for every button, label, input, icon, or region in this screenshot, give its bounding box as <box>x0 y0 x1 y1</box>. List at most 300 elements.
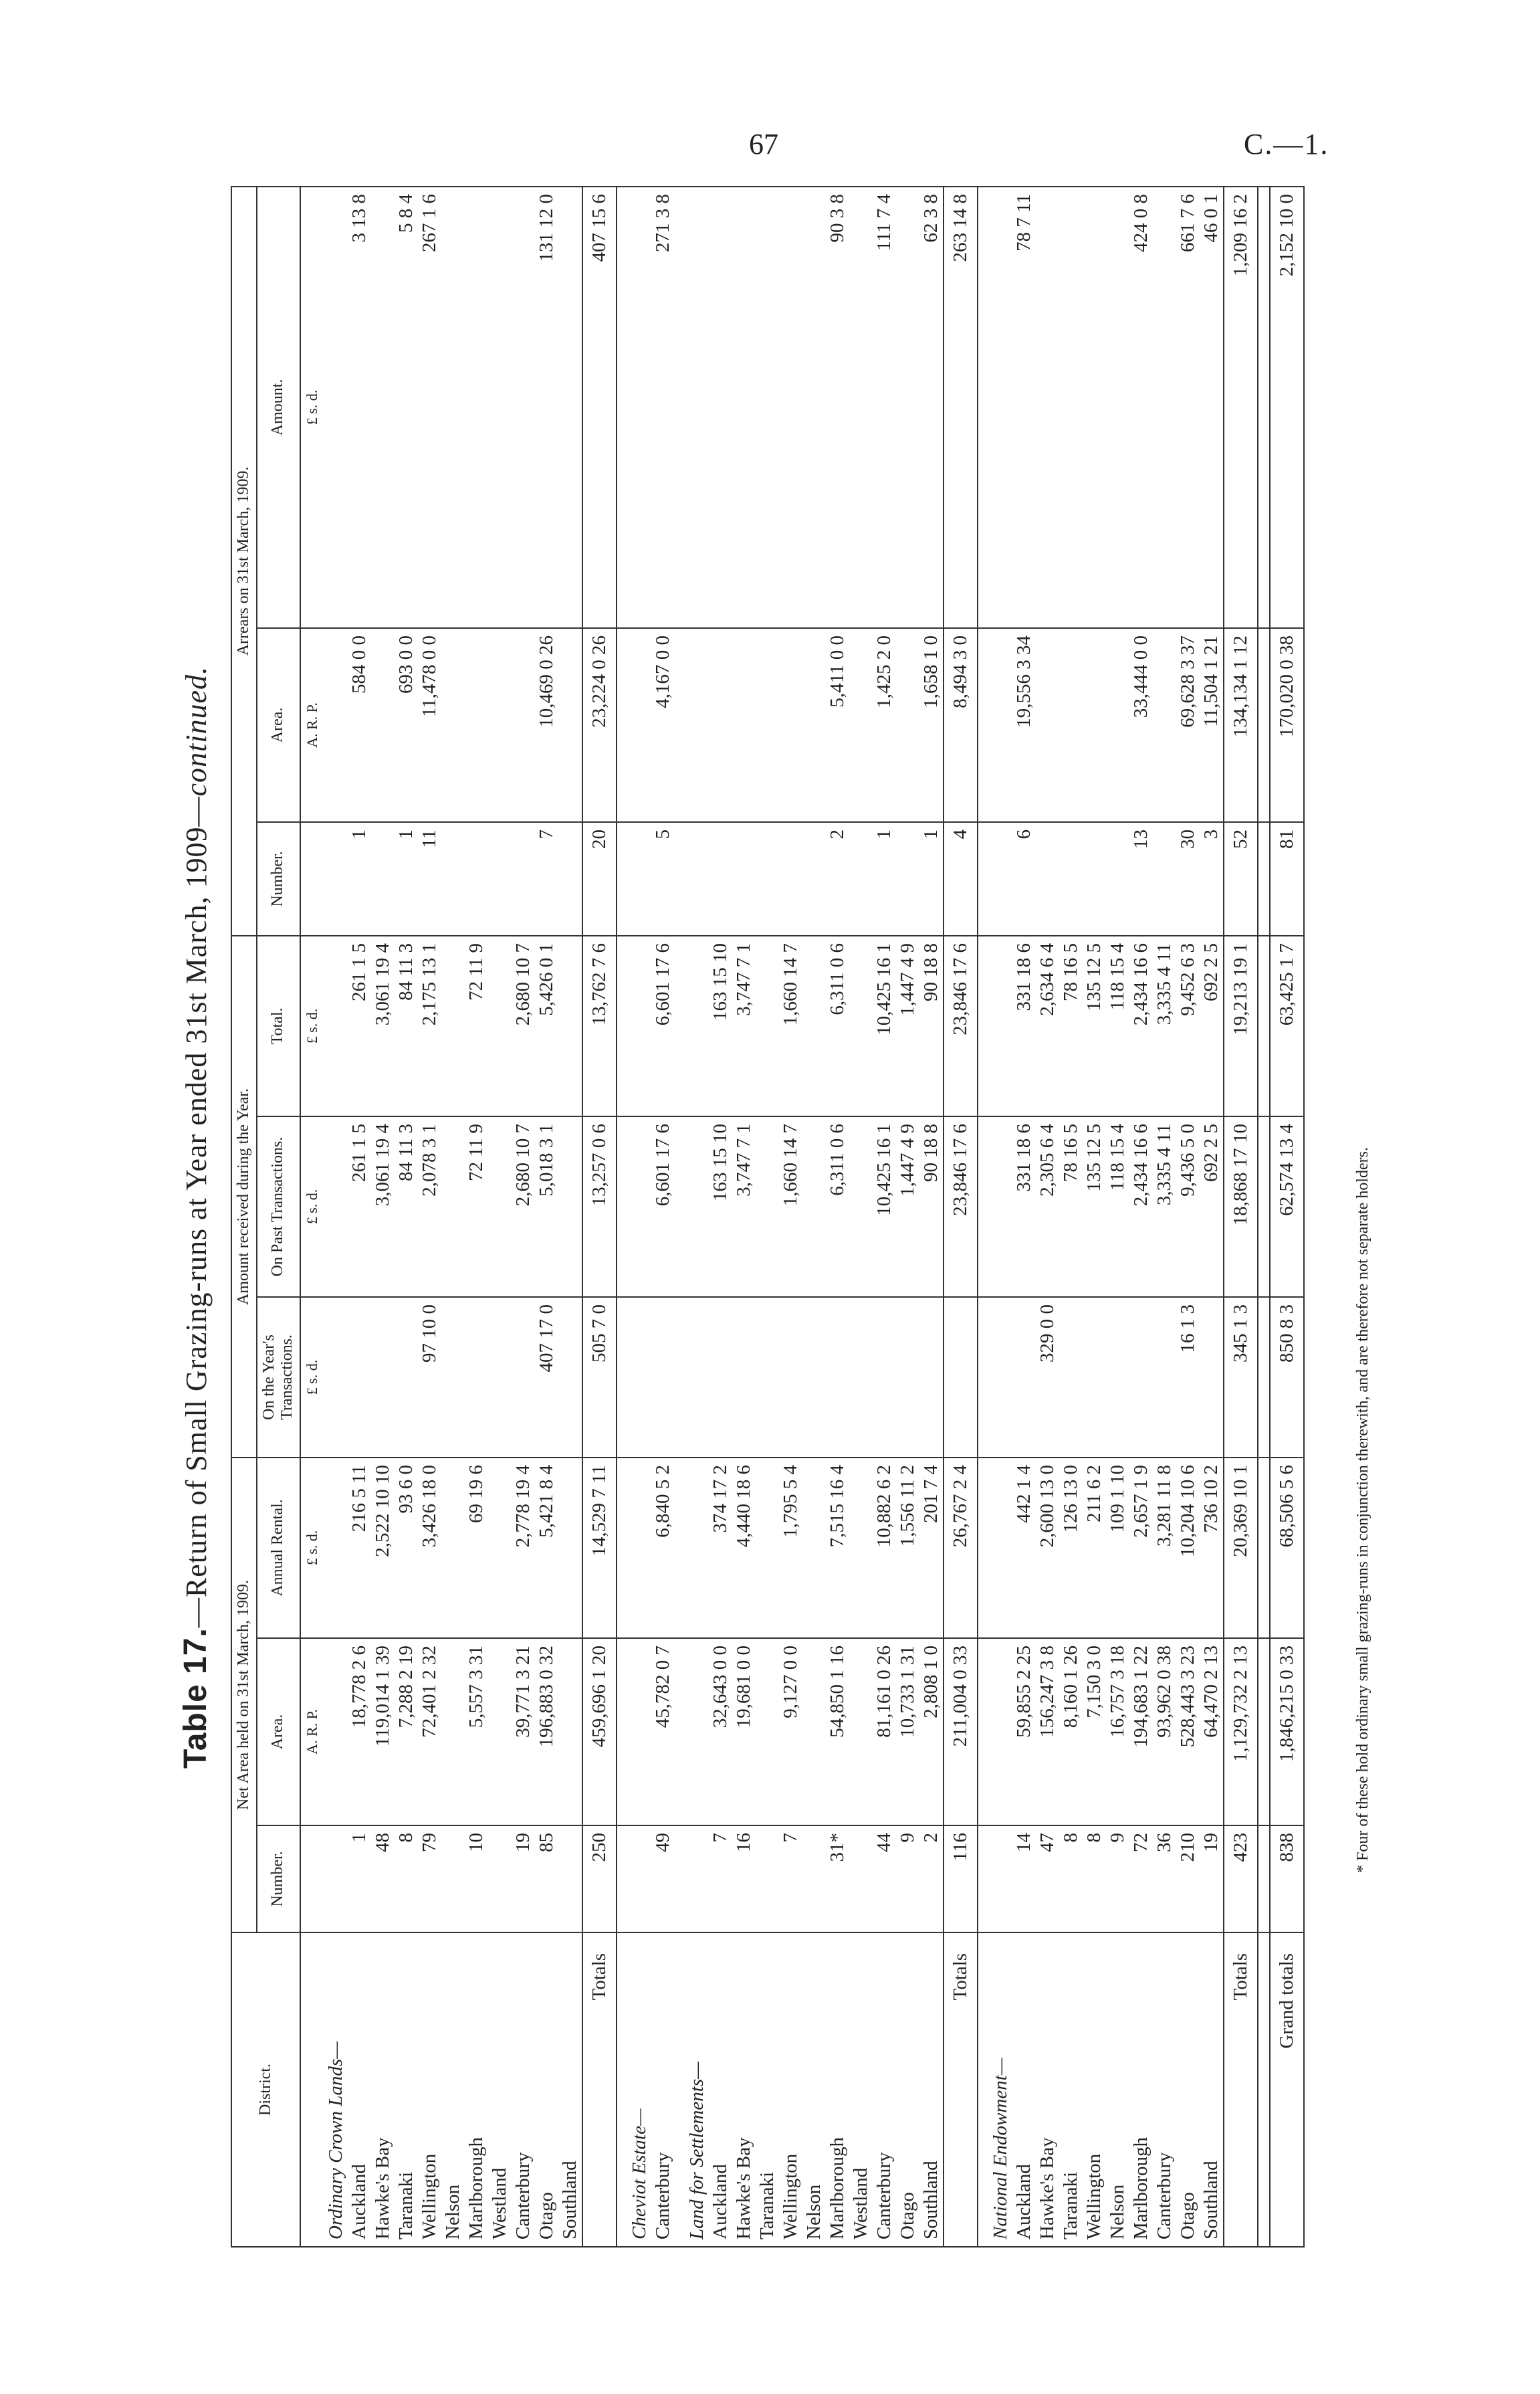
arrears-number-cell <box>1059 822 1083 936</box>
arrears-area-cell <box>1059 628 1083 822</box>
arrears-area-cell: 69,628 3 37 <box>1176 628 1200 822</box>
arrears-amount-cell: 3 13 8 <box>348 187 371 628</box>
number-cell: 1 <box>348 1825 371 1932</box>
arrears-number-header: Number. <box>257 822 300 936</box>
spacer-row <box>617 187 628 2247</box>
annual-rental-cell <box>488 1458 512 1638</box>
arrears-amount-cell <box>732 187 756 628</box>
number-cell: 48 <box>371 1825 395 1932</box>
past-transactions-cell: 23,846 17 6 <box>944 1116 978 1297</box>
arrears-amount-cell <box>1106 187 1129 628</box>
past-transactions-cell: 9,436 5 0 <box>1176 1116 1200 1297</box>
area-header: Area. <box>257 1638 300 1825</box>
total-cell: 9,452 6 3 <box>1176 936 1200 1116</box>
arrears-amount-cell <box>1036 187 1059 628</box>
arrears-amount-cell <box>802 187 826 628</box>
area-cell: 156,247 3 8 <box>1036 1638 1059 1825</box>
arrears-amount-cell: 424 0 8 <box>1129 187 1153 628</box>
total-cell: 692 2 5 <box>1200 936 1224 1116</box>
net-area-group-header: Net Area held on 31st March, 1909. <box>231 1458 257 1932</box>
section-heading: National Endowment— <box>989 1932 1012 2247</box>
table-row <box>1153 187 1176 2247</box>
arrears-amount-cell: 407 15 6 <box>582 187 617 628</box>
annual-rental-cell: 14,529 7 11 <box>582 1458 617 1638</box>
area-cell: 45,782 0 7 <box>651 1638 675 1825</box>
area-cell: 459,696 1 20 <box>582 1638 617 1825</box>
past-transactions-cell: 18,868 17 10 <box>1224 1116 1258 1297</box>
arrears-area-cell: 1,658 1 0 <box>919 628 944 822</box>
past-units: £ s. d. <box>300 1116 324 1297</box>
years-transactions-cell <box>1153 1297 1176 1458</box>
arrears-number-cell: 13 <box>1129 822 1153 936</box>
arrears-area-cell <box>732 628 756 822</box>
area-cell: 19,681 0 0 <box>732 1638 756 1825</box>
total-cell: 2,680 10 7 <box>512 936 535 1116</box>
past-transactions-cell: 261 1 5 <box>348 1116 371 1297</box>
arrears-number-cell <box>849 822 873 936</box>
past-transactions-header: On Past Transactions. <box>257 1116 300 1297</box>
table-row <box>709 187 732 2247</box>
annual-rental-cell: 68,506 5 6 <box>1270 1458 1304 1638</box>
total-cell: 63,425 1 7 <box>1270 936 1304 1116</box>
spacer-row <box>978 187 989 2247</box>
table-row <box>418 187 441 2247</box>
table-row <box>441 187 465 2247</box>
district-cell: Wellington <box>1083 1932 1106 2247</box>
number-cell: 2 <box>919 1825 944 1932</box>
past-transactions-cell: 2,680 10 7 <box>512 1116 535 1297</box>
years-units: £ s. d. <box>300 1297 324 1458</box>
table-row <box>558 187 582 2247</box>
arrears-number-cell <box>465 822 488 936</box>
past-transactions-cell <box>558 1116 582 1297</box>
arrears-area-cell: 134,134 1 12 <box>1224 628 1258 822</box>
arrears-number-cell: 52 <box>1224 822 1258 936</box>
arrears-amount-cell <box>849 187 873 628</box>
arrears-group-header: Arrears on 31st March, 1909. <box>231 187 257 936</box>
arrears-number-cell: 30 <box>1176 822 1200 936</box>
arrears-number-cell: 1 <box>919 822 944 936</box>
number-cell <box>488 1825 512 1932</box>
arrears-amount-cell <box>779 187 802 628</box>
rental-units: £ s. d. <box>300 1458 324 1638</box>
years-transactions-cell <box>488 1297 512 1458</box>
area-cell: 39,771 3 21 <box>512 1638 535 1825</box>
district-cell: Southland <box>558 1932 582 2247</box>
years-transactions-cell: 407 17 0 <box>535 1297 558 1458</box>
arrears-number-cell: 20 <box>582 822 617 936</box>
district-cell: Otago <box>1176 1932 1200 2247</box>
arrears-number-cell <box>512 822 535 936</box>
section-heading: Ordinary Crown Lands— <box>324 1932 348 2247</box>
district-cell: Totals <box>582 1932 617 2247</box>
arrears-number-cell: 1 <box>873 822 896 936</box>
total-cell: 72 11 9 <box>465 936 488 1116</box>
years-transactions-cell <box>732 1297 756 1458</box>
past-transactions-cell: 1,447 4 9 <box>896 1116 919 1297</box>
arrears-amount-cell <box>465 187 488 628</box>
total-cell: 84 11 3 <box>395 936 418 1116</box>
arrears-amount-cell <box>371 187 395 628</box>
area-cell: 93,962 0 38 <box>1153 1638 1176 1825</box>
years-transactions-cell <box>919 1297 944 1458</box>
arrears-amount-cell: 267 1 6 <box>418 187 441 628</box>
district-cell: Auckland <box>1012 1932 1036 2247</box>
arrears-amount-cell <box>441 187 465 628</box>
arrears-area-cell: 11,504 1 21 <box>1200 628 1224 822</box>
past-transactions-cell: 118 15 4 <box>1106 1116 1129 1297</box>
years-transactions-cell <box>873 1297 896 1458</box>
total-cell <box>488 936 512 1116</box>
past-transactions-cell: 2,434 16 6 <box>1129 1116 1153 1297</box>
past-transactions-cell <box>441 1116 465 1297</box>
page-number: 67 <box>749 128 778 161</box>
years-transactions-cell: 16 1 3 <box>1176 1297 1200 1458</box>
district-cell: Auckland <box>709 1932 732 2247</box>
district-cell: Marlborough <box>465 1932 488 2247</box>
table-row <box>512 187 535 2247</box>
arrears-number-cell: 5 <box>651 822 675 936</box>
years-transactions-cell: 505 7 0 <box>582 1297 617 1458</box>
area-cell: 194,683 1 22 <box>1129 1638 1153 1825</box>
total-cell: 1,660 14 7 <box>779 936 802 1116</box>
area-cell: 18,778 2 6 <box>348 1638 371 1825</box>
arrears-amount-cell: 131 12 0 <box>535 187 558 628</box>
district-cell: Southland <box>919 1932 944 2247</box>
arrears-number-cell <box>1036 822 1059 936</box>
district-cell: Marlborough <box>826 1932 849 2247</box>
district-cell: Wellington <box>418 1932 441 2247</box>
arrears-amount-cell <box>512 187 535 628</box>
area-cell: 72,401 2 32 <box>418 1638 441 1825</box>
area-cell <box>849 1638 873 1825</box>
table-row <box>1176 187 1200 2247</box>
spacer-row <box>675 187 685 2247</box>
past-transactions-cell: 2,078 3 1 <box>418 1116 441 1297</box>
annual-rental-cell: 26,767 2 4 <box>944 1458 978 1638</box>
annual-rental-cell: 126 13 0 <box>1059 1458 1083 1638</box>
section-heading: Land for Settlements— <box>685 1932 709 2247</box>
table-row <box>826 187 849 2247</box>
annual-rental-cell: 4,440 18 6 <box>732 1458 756 1638</box>
amount-received-group-header: Amount received during the Year. <box>231 936 257 1458</box>
arrears-area-cell <box>371 628 395 822</box>
annual-rental-cell: 442 1 4 <box>1012 1458 1036 1638</box>
area-cell <box>441 1638 465 1825</box>
district-cell: Totals <box>944 1932 978 2247</box>
table-row <box>802 187 826 2247</box>
section-heading-row <box>324 187 348 2247</box>
arrears-area-cell <box>1106 628 1129 822</box>
area-cell: 54,850 1 16 <box>826 1638 849 1825</box>
years-transactions-cell <box>651 1297 675 1458</box>
annual-rental-cell: 10,882 6 2 <box>873 1458 896 1638</box>
number-cell: 16 <box>732 1825 756 1932</box>
arrears-area-cell <box>488 628 512 822</box>
total-cell: 90 18 8 <box>919 936 944 1116</box>
total-cell: 331 18 6 <box>1012 936 1036 1116</box>
total-cell: 13,762 7 6 <box>582 936 617 1116</box>
annual-rental-cell <box>756 1458 779 1638</box>
arrears-area-cell: 19,556 3 34 <box>1012 628 1036 822</box>
arrears-number-cell <box>709 822 732 936</box>
arrears-area-cell: 33,444 0 0 <box>1129 628 1153 822</box>
number-cell: 250 <box>582 1825 617 1932</box>
document-code: C.—1. <box>1244 128 1329 161</box>
arrears-number-cell: 11 <box>418 822 441 936</box>
total-cell: 3,335 4 11 <box>1153 936 1176 1116</box>
arrears-area-cell <box>802 628 826 822</box>
arrears-amount-cell: 62 3 8 <box>919 187 944 628</box>
arrears-area-cell <box>1153 628 1176 822</box>
arrears-area-cell: 4,167 0 0 <box>651 628 675 822</box>
annual-rental-cell: 93 6 0 <box>395 1458 418 1638</box>
grand-totals-row <box>1270 187 1304 2247</box>
arrears-area-header: Area. <box>257 628 300 822</box>
years-transactions-cell <box>802 1297 826 1458</box>
annual-rental-cell: 20,369 10 1 <box>1224 1458 1258 1638</box>
annual-rental-cell: 10,204 10 6 <box>1176 1458 1200 1638</box>
number-cell: 423 <box>1224 1825 1258 1932</box>
past-transactions-cell <box>849 1116 873 1297</box>
arrears-number-cell: 7 <box>535 822 558 936</box>
past-transactions-cell: 78 16 5 <box>1059 1116 1083 1297</box>
years-transactions-cell <box>709 1297 732 1458</box>
district-cell: Auckland <box>348 1932 371 2247</box>
area-cell: 81,161 0 26 <box>873 1638 896 1825</box>
area-units: A. R. P. <box>300 1638 324 1825</box>
arrears-amount-cell: 78 7 11 <box>1012 187 1036 628</box>
totals-row <box>944 187 978 2247</box>
number-header: Number. <box>257 1825 300 1932</box>
district-cell: Canterbury <box>873 1932 896 2247</box>
area-cell <box>802 1638 826 1825</box>
table-row <box>371 187 395 2247</box>
years-transactions-cell <box>1129 1297 1153 1458</box>
arrears-area-cell <box>441 628 465 822</box>
section-heading-row <box>989 187 1012 2247</box>
area-cell: 119,014 1 39 <box>371 1638 395 1825</box>
table-row <box>465 187 488 2247</box>
arrears-amount-cell: 661 7 6 <box>1176 187 1200 628</box>
district-cell: Canterbury <box>512 1932 535 2247</box>
years-transactions-cell <box>896 1297 919 1458</box>
total-cell: 135 12 5 <box>1083 936 1106 1116</box>
arrears-area-cell <box>465 628 488 822</box>
section-heading: Cheviot Estate— <box>628 1932 651 2247</box>
number-cell: 838 <box>1270 1825 1304 1932</box>
district-cell: Wellington <box>779 1932 802 2247</box>
totals-row <box>582 187 617 2247</box>
number-cell: 47 <box>1036 1825 1059 1932</box>
table-row <box>873 187 896 2247</box>
table-row <box>732 187 756 2247</box>
arrears-number-cell <box>1153 822 1176 936</box>
years-transactions-cell: 850 8 3 <box>1270 1297 1304 1458</box>
table-body <box>300 187 1304 2247</box>
annual-rental-cell: 1,556 11 2 <box>896 1458 919 1638</box>
arrears-number-cell: 6 <box>1012 822 1036 936</box>
arrears-number-cell <box>1083 822 1106 936</box>
arrears-area-cell <box>896 628 919 822</box>
arrears-area-cell: 584 0 0 <box>348 628 371 822</box>
district-cell: Nelson <box>802 1932 826 2247</box>
district-cell: Hawke's Bay <box>1036 1932 1059 2247</box>
past-transactions-cell: 2,305 6 4 <box>1036 1116 1059 1297</box>
total-cell <box>802 936 826 1116</box>
past-transactions-cell: 90 18 8 <box>919 1116 944 1297</box>
total-cell: 78 16 5 <box>1059 936 1083 1116</box>
table-row <box>1106 187 1129 2247</box>
area-cell: 8,160 1 26 <box>1059 1638 1083 1825</box>
total-cell <box>441 936 465 1116</box>
arrears-amount-cell <box>709 187 732 628</box>
district-cell: Taranaki <box>395 1932 418 2247</box>
years-transactions-cell <box>756 1297 779 1458</box>
arrears-amount-cell <box>1059 187 1083 628</box>
table-row <box>1083 187 1106 2247</box>
total-cell: 2,434 16 6 <box>1129 936 1153 1116</box>
annual-rental-cell: 3,426 18 0 <box>418 1458 441 1638</box>
arrears-number-cell <box>779 822 802 936</box>
annual-rental-cell <box>558 1458 582 1638</box>
table-row <box>395 187 418 2247</box>
arrears-number-cell <box>441 822 465 936</box>
arrears-area-cell <box>709 628 732 822</box>
past-transactions-cell <box>756 1116 779 1297</box>
arrears-number-cell: 4 <box>944 822 978 936</box>
years-transactions-cell <box>465 1297 488 1458</box>
section-heading-row <box>628 187 651 2247</box>
annual-rental-cell: 7,515 16 4 <box>826 1458 849 1638</box>
district-cell: Taranaki <box>756 1932 779 2247</box>
table-row <box>348 187 371 2247</box>
arrears-number-cell <box>371 822 395 936</box>
area-cell: 1,846,215 0 33 <box>1270 1638 1304 1825</box>
arrears-number-cell <box>732 822 756 936</box>
table-title <box>177 187 214 2248</box>
arrears-area-cell: 11,478 0 0 <box>418 628 441 822</box>
table-row <box>1036 187 1059 2247</box>
past-transactions-cell: 72 11 9 <box>465 1116 488 1297</box>
area-cell <box>488 1638 512 1825</box>
past-transactions-cell: 1,660 14 7 <box>779 1116 802 1297</box>
table-row <box>488 187 512 2247</box>
district-cell: Westland <box>849 1932 873 2247</box>
annual-rental-cell <box>802 1458 826 1638</box>
arrears-number-cell <box>1106 822 1129 936</box>
table-title-main: —Return of Small Grazing-runs at Year ended 31st March, 1909— <box>180 796 213 1628</box>
annual-rental-cell <box>849 1458 873 1638</box>
arrears-amount-cell: 271 3 8 <box>651 187 675 628</box>
area-cell: 211,004 0 33 <box>944 1638 978 1825</box>
number-cell: 7 <box>779 1825 802 1932</box>
table-label: Table 17. <box>178 1627 213 1769</box>
arrears-number-cell <box>802 822 826 936</box>
total-cell: 2,634 6 4 <box>1036 936 1059 1116</box>
area-cell: 7,288 2 19 <box>395 1638 418 1825</box>
arrears-amount-cell <box>896 187 919 628</box>
annual-rental-cell: 6,840 5 2 <box>651 1458 675 1638</box>
area-cell: 59,855 2 25 <box>1012 1638 1036 1825</box>
number-cell: 19 <box>512 1825 535 1932</box>
totals-row <box>1224 187 1258 2247</box>
total-header: Total. <box>257 936 300 1116</box>
district-cell: Hawke's Bay <box>732 1932 756 2247</box>
rotated-table-block <box>177 187 1394 2248</box>
district-cell: Otago <box>896 1932 919 2247</box>
arrears-area-cell <box>1036 628 1059 822</box>
number-cell: 9 <box>1106 1825 1129 1932</box>
total-cell: 2,175 13 1 <box>418 936 441 1116</box>
past-transactions-cell <box>802 1116 826 1297</box>
table-title-continued: continued. <box>180 666 213 797</box>
table-row <box>535 187 558 2247</box>
years-transactions-cell <box>826 1297 849 1458</box>
total-cell: 5,426 0 1 <box>535 936 558 1116</box>
number-cell: 10 <box>465 1825 488 1932</box>
number-cell: 9 <box>896 1825 919 1932</box>
annual-rental-cell: 736 10 2 <box>1200 1458 1224 1638</box>
years-transactions-cell <box>1012 1297 1036 1458</box>
annual-rental-header: Annual Rental. <box>257 1458 300 1638</box>
arrears-amount-cell: 5 8 4 <box>395 187 418 628</box>
table-row <box>919 187 944 2247</box>
area-cell: 196,883 0 32 <box>535 1638 558 1825</box>
arrears-area-cell: 1,425 2 0 <box>873 628 896 822</box>
district-cell: Southland <box>1200 1932 1224 2247</box>
arrears-amount-cell <box>756 187 779 628</box>
table-row <box>1129 187 1153 2247</box>
arrears-number-cell: 1 <box>395 822 418 936</box>
district-cell: Hawke's Bay <box>371 1932 395 2247</box>
past-transactions-cell: 163 15 10 <box>709 1116 732 1297</box>
district-cell: Canterbury <box>651 1932 675 2247</box>
number-cell: 7 <box>709 1825 732 1932</box>
number-cell <box>756 1825 779 1932</box>
years-transactions-cell: 329 0 0 <box>1036 1297 1059 1458</box>
years-transactions-header: On the Year's Transactions. <box>257 1297 300 1458</box>
annual-rental-cell: 109 1 10 <box>1106 1458 1129 1638</box>
grazing-runs-table <box>231 186 1305 2248</box>
past-transactions-cell: 84 11 3 <box>395 1116 418 1297</box>
past-transactions-cell: 62,574 13 4 <box>1270 1116 1304 1297</box>
number-cell <box>441 1825 465 1932</box>
years-transactions-cell <box>395 1297 418 1458</box>
arrears-amount-cell <box>1083 187 1106 628</box>
years-transactions-cell <box>1200 1297 1224 1458</box>
table-row <box>779 187 802 2247</box>
annual-rental-cell: 1,795 5 4 <box>779 1458 802 1638</box>
area-cell <box>756 1638 779 1825</box>
total-cell: 261 1 5 <box>348 936 371 1116</box>
past-transactions-cell: 331 18 6 <box>1012 1116 1036 1297</box>
arrears-area-cell: 693 0 0 <box>395 628 418 822</box>
past-transactions-cell: 3,061 19 4 <box>371 1116 395 1297</box>
area-cell: 9,127 0 0 <box>779 1638 802 1825</box>
years-transactions-cell <box>849 1297 873 1458</box>
area-cell: 2,808 1 0 <box>919 1638 944 1825</box>
years-transactions-cell <box>1059 1297 1083 1458</box>
number-cell: 36 <box>1153 1825 1176 1932</box>
arrears-amount-cell: 90 3 8 <box>826 187 849 628</box>
annual-rental-cell: 2,600 13 0 <box>1036 1458 1059 1638</box>
district-cell: Totals <box>1224 1932 1258 2247</box>
district-cell: Westland <box>488 1932 512 2247</box>
arrears-amount-units: £ s. d. <box>300 187 324 628</box>
number-cell: 8 <box>395 1825 418 1932</box>
district-cell: Otago <box>535 1932 558 2247</box>
